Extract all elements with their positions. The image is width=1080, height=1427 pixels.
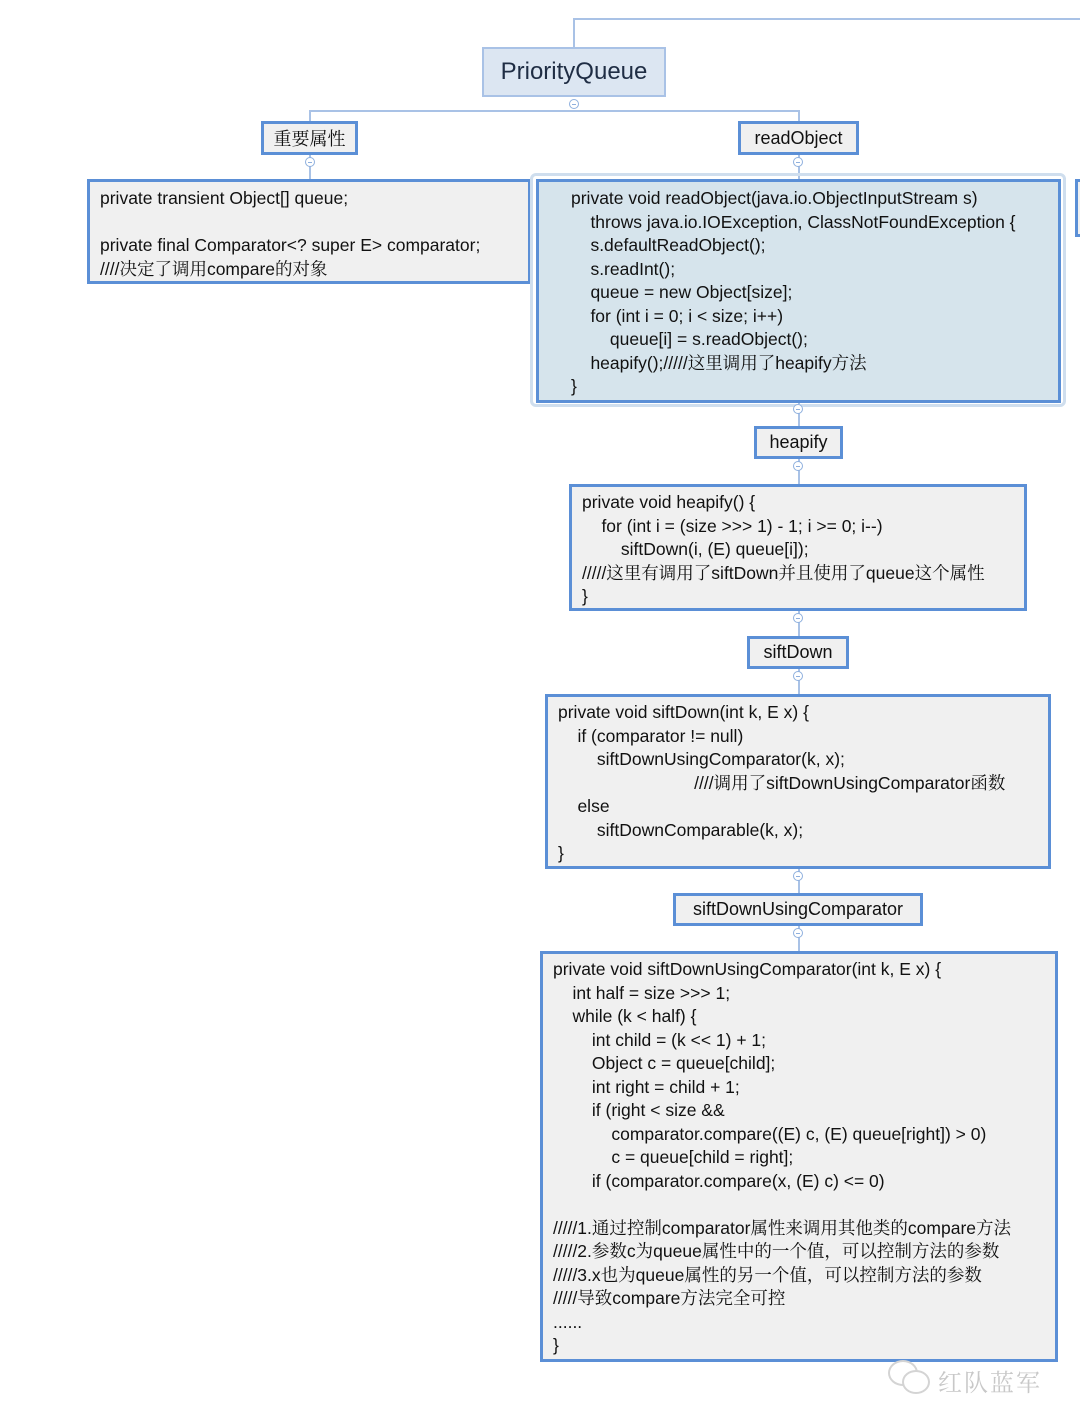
code-line: int child = (k << 1) + 1; <box>553 1029 767 1050</box>
connector <box>573 18 575 47</box>
collapse-toggle[interactable] <box>793 157 803 167</box>
connector <box>798 110 800 121</box>
code-line: Object c = queue[child]; <box>553 1053 776 1073</box>
connector <box>309 110 799 112</box>
code-line: while (k < half) { <box>553 1006 697 1026</box>
code-line: private void siftDown(int k, E x) { <box>558 702 809 722</box>
code-box-attributes[interactable] <box>87 179 531 284</box>
code-line: } <box>582 586 588 606</box>
node-label: siftDownUsingComparator <box>692 899 904 919</box>
code-line: /////导致compare方法完全可控 <box>553 1288 786 1308</box>
code-line: private final Comparator<? super E> comparator; <box>100 235 481 255</box>
code-line: private transient Object[] queue; <box>100 188 349 208</box>
code-line: comparator.compare((E) c, (E) queue[right]) > 0) <box>553 1123 987 1144</box>
code-line: } <box>558 843 564 863</box>
code-box-readobject[interactable] <box>536 179 1061 403</box>
collapse-toggle[interactable] <box>793 871 803 881</box>
code-line: if (right < size && <box>553 1100 725 1120</box>
code-line: /////这里有调用了siftDown并且使用了queue这个属性 <box>582 562 985 583</box>
code-box-siftdown[interactable] <box>545 694 1051 869</box>
code-line: c = queue[child = right]; <box>553 1147 794 1167</box>
watermark-text: 红队蓝军 <box>938 1370 1042 1397</box>
code-line: /////3.x也为queue属性的另一个值，可以控制方法的参数 <box>553 1264 982 1285</box>
node-label: readObject <box>754 127 843 148</box>
code-line: queue = new Object[size]; <box>571 282 793 302</box>
code-line: private void readObject(java.io.ObjectInputStream s) <box>571 188 978 208</box>
wechat-icon <box>888 1360 932 1396</box>
collapse-toggle[interactable] <box>793 404 803 414</box>
code-box-heapify[interactable] <box>569 484 1027 611</box>
collapse-toggle[interactable] <box>793 928 803 938</box>
code-line: siftDown(i, (E) queue[i]); <box>582 539 809 559</box>
code-line: else <box>558 796 610 816</box>
code-line <box>553 1193 1045 1217</box>
node-label: 重要属性 <box>273 129 346 149</box>
code-line: siftDownComparable(k, x); <box>558 819 804 840</box>
node-label: siftDown <box>763 642 833 662</box>
node-label: heapify <box>769 432 828 452</box>
root-node-priorityqueue[interactable] <box>482 47 666 97</box>
root-label: PriorityQueue <box>500 58 648 85</box>
code-line: private void heapify() { <box>582 492 756 512</box>
code-line: /////2.参数c为queue属性中的一个值，可以控制方法的参数 <box>553 1241 1000 1261</box>
code-line <box>100 211 518 235</box>
collapse-toggle[interactable] <box>305 157 315 167</box>
collapse-toggle[interactable] <box>793 461 803 471</box>
code-line: } <box>571 376 577 396</box>
code-line: s.readInt(); <box>571 258 676 279</box>
node-heapify[interactable] <box>754 426 843 459</box>
code-line: ...... <box>553 1311 583 1332</box>
code-line: siftDownUsingComparator(k, x); <box>558 749 845 769</box>
code-line: ////决定了调用compare的对象 <box>100 258 328 279</box>
code-line: for (int i = (size >>> 1) - 1; i >= 0; i--) <box>582 515 883 536</box>
node-attributes[interactable] <box>261 121 358 155</box>
code-line: if (comparator.compare(x, (E) c) <= 0) <box>553 1170 885 1191</box>
code-line: int half = size >>> 1; <box>553 982 731 1003</box>
code-line: heapify();/////这里调用了heapify方法 <box>571 352 867 373</box>
code-line: throws java.io.IOException, ClassNotFoundException { <box>571 211 1016 232</box>
node-siftdown[interactable] <box>747 636 849 669</box>
connector <box>309 110 311 121</box>
code-line: /////1.通过控制comparator属性来调用其他类的compare方法 <box>553 1217 1011 1238</box>
node-siftdownusingcomparator[interactable] <box>673 893 923 926</box>
node-readobject[interactable] <box>738 121 859 155</box>
code-line: private void siftDownUsingComparator(int k, E x) { <box>553 959 942 979</box>
connector <box>573 18 1080 20</box>
collapse-toggle[interactable] <box>793 671 803 681</box>
code-line: if (comparator != null) <box>558 725 744 746</box>
code-box-siftdownusingcomparator[interactable] <box>540 951 1058 1362</box>
collapse-toggle[interactable] <box>793 613 803 623</box>
partial-node-offscreen[interactable] <box>1075 179 1080 237</box>
code-line: queue[i] = s.readObject(); <box>571 329 808 349</box>
collapse-toggle[interactable] <box>569 99 579 109</box>
code-line: ////调用了siftDownUsingComparator函数 <box>558 772 1006 793</box>
code-line: for (int i = 0; i < size; i++) <box>571 305 784 326</box>
code-line: int right = child + 1; <box>553 1076 740 1097</box>
code-line: s.defaultReadObject(); <box>571 235 766 255</box>
code-line: } <box>553 1335 559 1355</box>
